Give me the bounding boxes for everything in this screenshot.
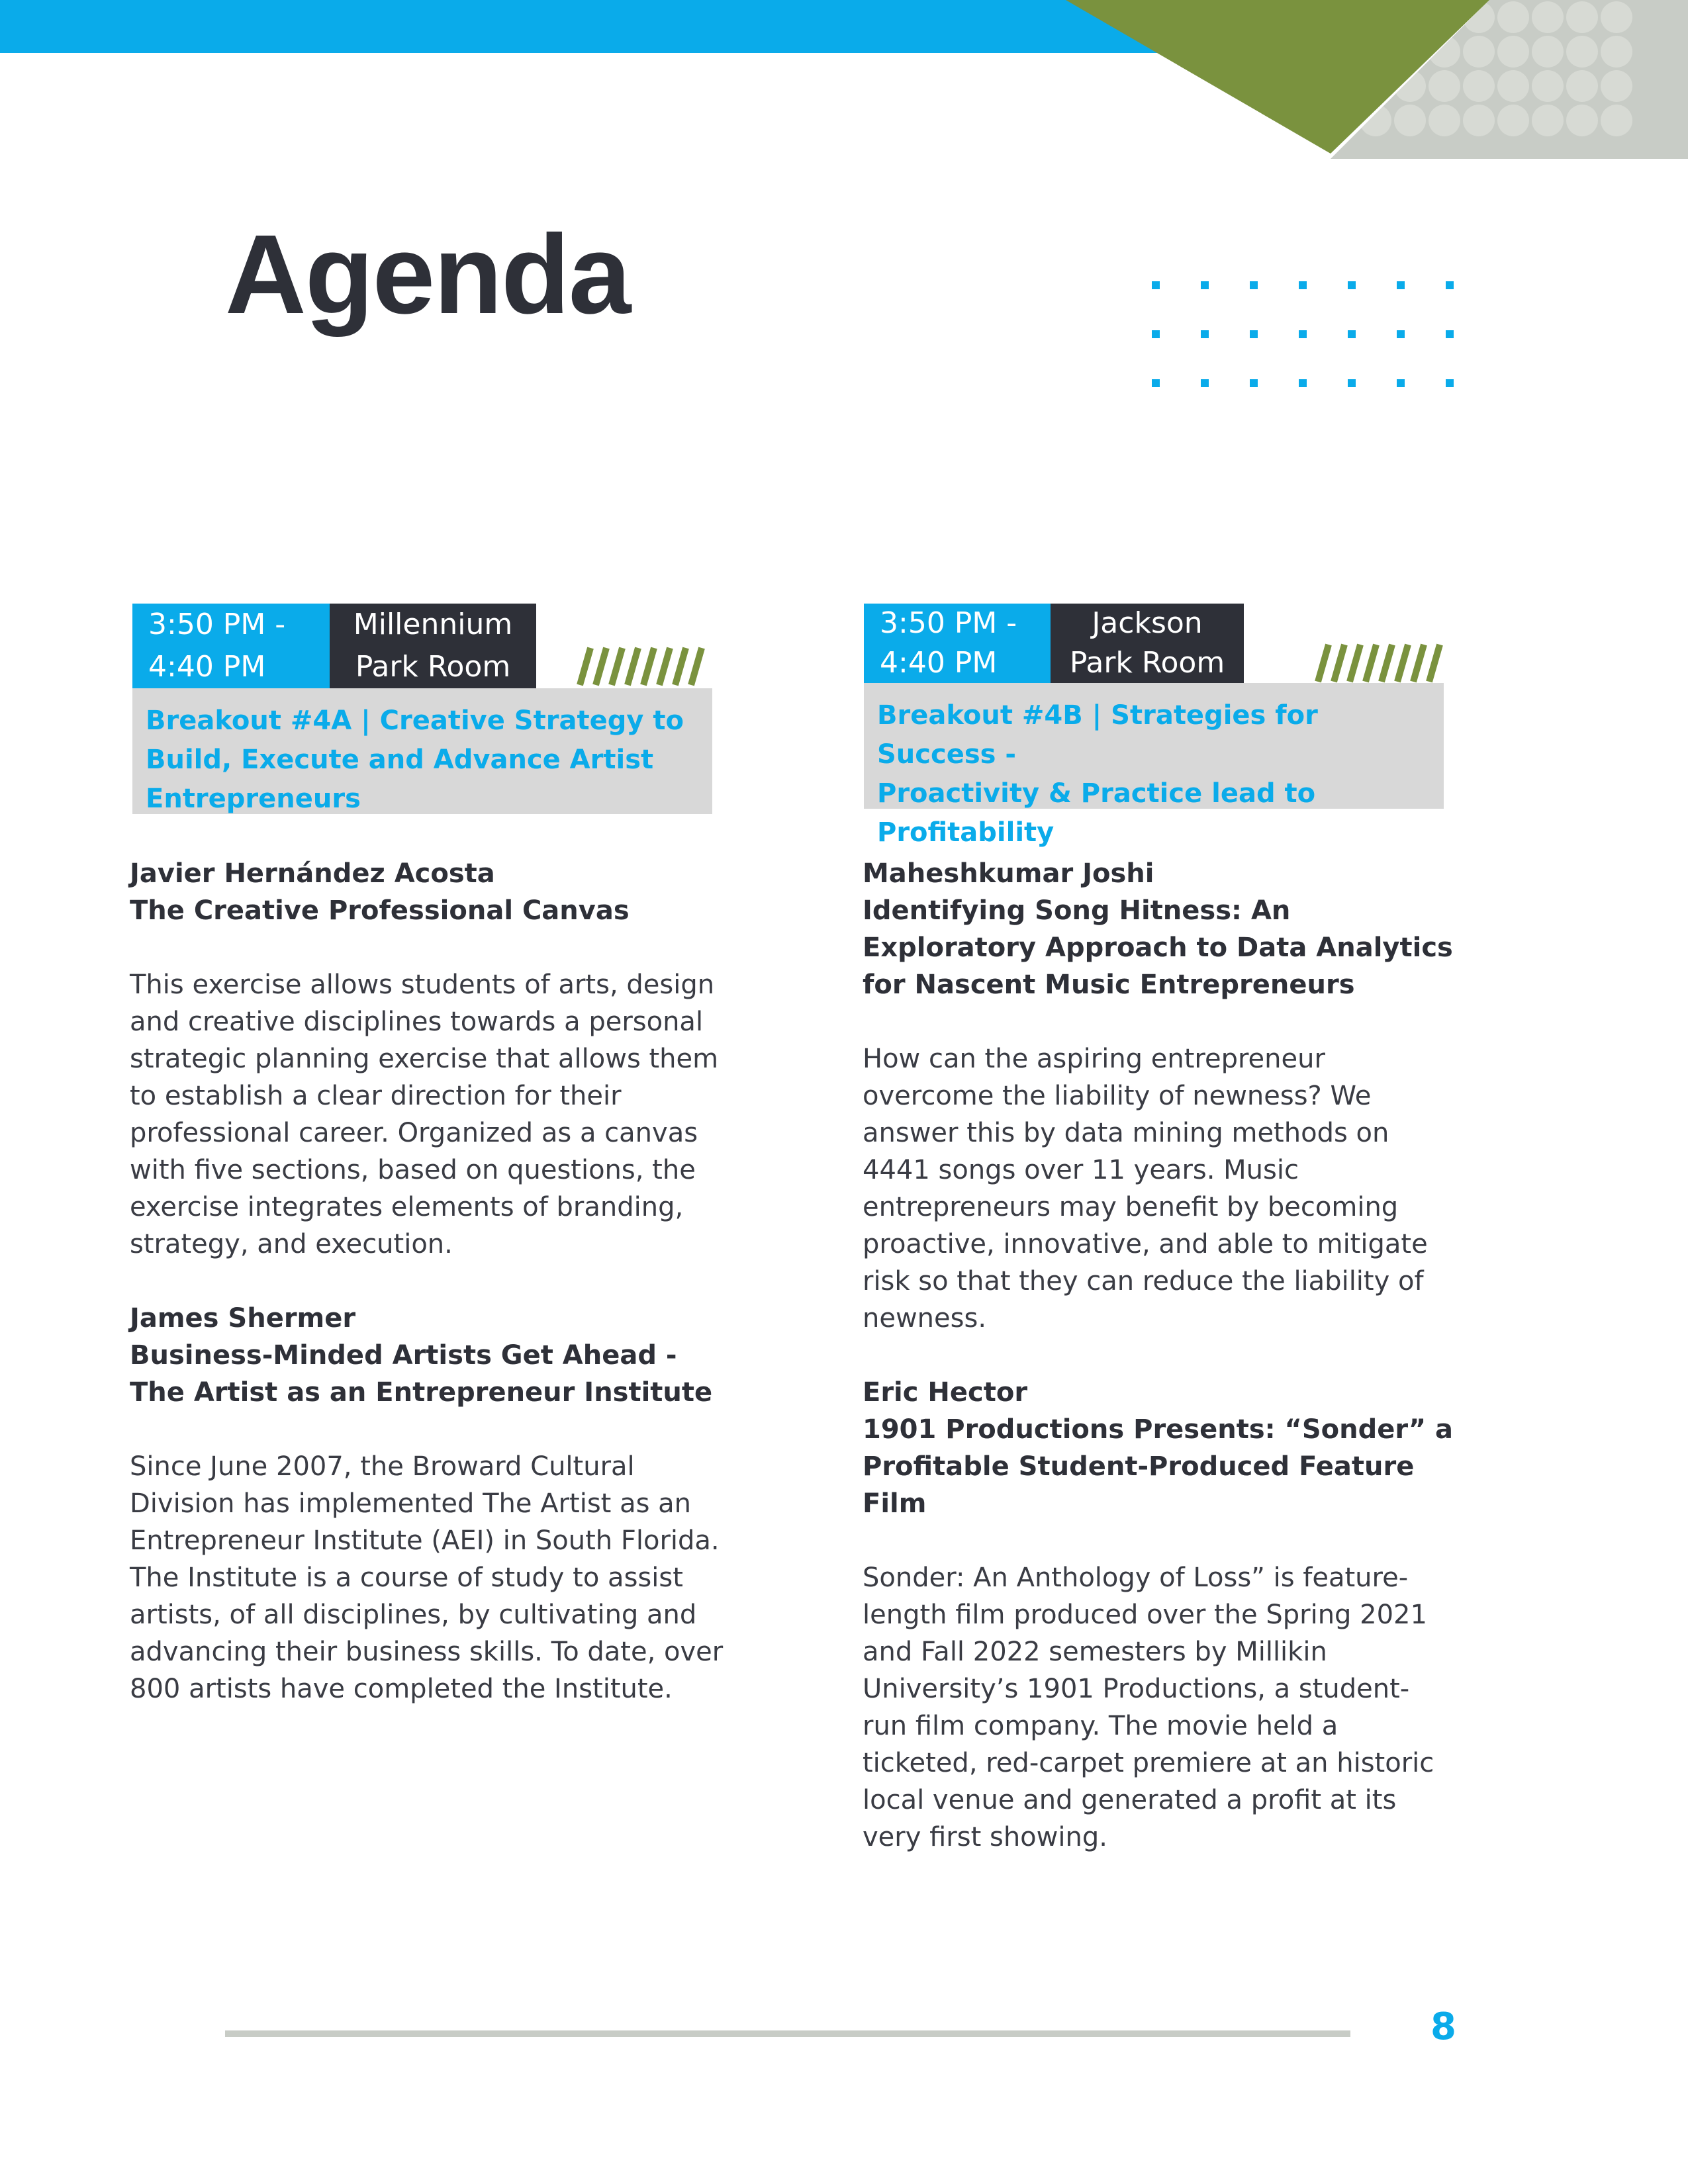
pattern-circle	[1566, 70, 1598, 102]
talk-title: for Nascent Music Entrepreneurs	[863, 970, 1355, 1000]
description-line: The Institute is a course of study to assist	[130, 1563, 683, 1593]
session-title-line: Profitability	[877, 817, 1055, 848]
session-header-4b	[864, 604, 1446, 848]
hatch-stroke	[580, 648, 590, 685]
description-line: and creative disciplines towards a personal	[130, 1007, 704, 1037]
pattern-circle	[1601, 1, 1632, 33]
hatch-stroke	[1413, 645, 1424, 682]
session-time	[864, 604, 1062, 683]
hatch-stroke	[1397, 645, 1408, 682]
talk-speaker-and-title	[863, 1374, 1458, 1522]
pattern-circle	[1566, 1, 1598, 33]
description-line: Sonder: An Anthology of Loss” is feature-	[863, 1563, 1409, 1593]
hatch-stroke	[1382, 645, 1392, 682]
room-line-2: Park Room	[1069, 646, 1225, 680]
grid-dot	[1201, 281, 1209, 289]
grid-dot	[1152, 379, 1160, 387]
grid-dot	[1201, 330, 1209, 338]
hatch-stroke	[628, 648, 638, 685]
hatch-stroke	[612, 648, 622, 685]
grid-dot	[1299, 281, 1307, 289]
talk-title: Identifying Song Hitness: An	[863, 895, 1291, 926]
hatch-stroke	[1350, 645, 1360, 682]
session-time	[132, 604, 331, 688]
hatch-stroke	[1334, 645, 1344, 682]
description-line: strategic planning exercise that allows them	[130, 1044, 719, 1074]
talk-speaker-and-title	[130, 855, 726, 929]
talk-item	[130, 1300, 726, 1707]
pattern-circle	[1497, 36, 1529, 68]
talk-title: Business-Minded Artists Get Ahead -	[130, 1340, 677, 1371]
header-decoration	[0, 0, 1688, 159]
grid-dot	[1250, 330, 1258, 338]
pattern-circle	[1463, 70, 1495, 102]
pattern-circle	[1394, 105, 1426, 136]
time-end: 4:40 PM	[880, 646, 998, 680]
grid-dot	[1201, 379, 1209, 387]
description-line: advancing their business skills. To date, over	[130, 1637, 724, 1667]
description-line: 4441 songs over 11 years. Music	[863, 1155, 1299, 1185]
description-line: overcome the liability of newness? We	[863, 1081, 1372, 1111]
pattern-circle	[1463, 36, 1495, 68]
description-line: proactive, innovative, and able to mitigate	[863, 1229, 1428, 1259]
description-line: professional career. Organized as a canvas	[130, 1118, 698, 1148]
description-line: answer this by data mining methods on	[863, 1118, 1389, 1148]
pattern-circle	[1497, 105, 1529, 136]
pattern-circle	[1497, 70, 1529, 102]
speaker-name: Maheshkumar Joshi	[863, 858, 1154, 889]
talk-item	[863, 855, 1458, 1337]
grid-dot	[1299, 330, 1307, 338]
pattern-circle	[1532, 105, 1564, 136]
talk-title: The Artist as an Entrepreneur Institute	[130, 1377, 713, 1408]
talk-description	[130, 1448, 726, 1707]
grid-dot	[1397, 330, 1405, 338]
session-title-line: Proactivity & Practice lead to	[877, 778, 1316, 809]
description-line: entrepreneurs may benefit by becoming	[863, 1192, 1399, 1222]
talk-speaker-and-title	[130, 1300, 726, 1411]
hatch-stroke	[659, 648, 670, 685]
session-room	[330, 604, 536, 688]
pattern-circle	[1497, 1, 1529, 33]
session-title-line: Build, Execute and Advance Artist	[146, 745, 654, 775]
description-line: University’s 1901 Productions, a student-	[863, 1674, 1410, 1704]
dot-grid-decoration	[1152, 281, 1470, 400]
hatch-decoration	[575, 647, 714, 686]
description-line: ticketed, red-carpet premiere at an historic	[863, 1748, 1434, 1778]
pattern-circle	[1463, 105, 1495, 136]
session-title-line: Breakout #4A | Creative Strategy to	[146, 705, 684, 736]
session-4a-talks	[130, 855, 726, 1707]
pattern-circle	[1601, 36, 1632, 68]
description-line: This exercise allows students of arts, design	[130, 970, 715, 1000]
time-end: 4:40 PM	[148, 650, 266, 684]
grid-dot	[1152, 281, 1160, 289]
time-start: 3:50 PM -	[880, 606, 1017, 640]
session-header-4a	[132, 604, 715, 815]
speaker-name: Javier Hernández Acosta	[130, 858, 495, 889]
grid-dot	[1446, 330, 1454, 338]
page-title: Agenda	[225, 212, 630, 338]
hatch-stroke	[596, 648, 606, 685]
description-line: exercise integrates elements of branding,	[130, 1192, 684, 1222]
pattern-circle	[1566, 36, 1598, 68]
speaker-name: Eric Hector	[863, 1377, 1028, 1408]
talk-title: Profitable Student-Produced Feature	[863, 1451, 1415, 1482]
talk-item	[130, 855, 726, 1263]
page-number: 8	[1430, 2005, 1456, 2048]
room-line-2: Park Room	[355, 650, 511, 684]
pattern-circle	[1429, 105, 1460, 136]
talk-title: Exploratory Approach to Data Analytics	[863, 933, 1453, 963]
grid-dot	[1152, 330, 1160, 338]
hatch-stroke	[643, 648, 654, 685]
talk-description	[863, 1559, 1458, 1856]
talk-title: 1901 Productions Presents: “Sonder” a	[863, 1414, 1454, 1445]
description-line: strategy, and execution.	[130, 1229, 453, 1259]
session-title-line: Entrepreneurs	[146, 784, 361, 814]
description-line: newness.	[863, 1303, 987, 1334]
grid-dot	[1250, 281, 1258, 289]
pattern-circle	[1532, 36, 1564, 68]
pattern-circle	[1532, 70, 1564, 102]
pattern-circle	[1601, 105, 1632, 136]
description-line: very first showing.	[863, 1822, 1107, 1852]
pattern-circle	[1566, 105, 1598, 136]
grid-dot	[1446, 379, 1454, 387]
grid-dot	[1348, 330, 1356, 338]
pattern-circle	[1429, 70, 1460, 102]
description-line: 800 artists have completed the Institute.	[130, 1674, 673, 1704]
description-line: run film company. The movie held a	[863, 1711, 1338, 1741]
talk-speaker-and-title	[863, 855, 1458, 1003]
description-line: artists, of all disciplines, by cultivating and	[130, 1600, 697, 1630]
speaker-name: James Shermer	[130, 1303, 356, 1334]
session-title	[132, 688, 712, 814]
hatch-stroke	[675, 648, 686, 685]
footer-divider	[225, 2030, 1350, 2037]
session-4b-talks	[863, 855, 1458, 1856]
session-title	[864, 683, 1444, 848]
hatch-stroke	[691, 648, 702, 685]
grid-dot	[1348, 281, 1356, 289]
hatch-stroke	[1429, 645, 1440, 682]
description-line: risk so that they can reduce the liability of	[863, 1266, 1424, 1297]
grid-dot	[1299, 379, 1307, 387]
pattern-circle	[1532, 1, 1564, 33]
description-line: and Fall 2022 semesters by Millikin	[863, 1637, 1327, 1667]
hatch-stroke	[1318, 645, 1329, 682]
description-line: length film produced over the Spring 2021	[863, 1600, 1427, 1630]
talk-title: Film	[863, 1488, 927, 1519]
grid-dot	[1446, 281, 1454, 289]
grid-dot	[1250, 379, 1258, 387]
description-line: to establish a clear direction for their	[130, 1081, 622, 1111]
talk-description	[130, 966, 726, 1263]
hatch-stroke	[1366, 645, 1376, 682]
grid-dot	[1397, 281, 1405, 289]
session-room	[1051, 604, 1244, 683]
room-line-1: Millennium	[353, 608, 513, 641]
pattern-circle	[1601, 70, 1632, 102]
description-line: local venue and generated a profit at its	[863, 1785, 1397, 1815]
room-line-1: Jackson	[1092, 606, 1203, 640]
grid-dot	[1348, 379, 1356, 387]
session-title-line: Breakout #4B | Strategies for Success -	[877, 700, 1318, 770]
talk-title: The Creative Professional Canvas	[130, 895, 630, 926]
hatch-decoration	[1313, 643, 1452, 683]
description-line: with five sections, based on questions, the	[130, 1155, 696, 1185]
talk-item	[863, 1374, 1458, 1856]
description-line: Division has implemented The Artist as an	[130, 1488, 692, 1519]
talk-description	[863, 1040, 1458, 1337]
description-line: Since June 2007, the Broward Cultural	[130, 1451, 635, 1482]
description-line: How can the aspiring entrepreneur	[863, 1044, 1325, 1074]
description-line: Entrepreneur Institute (AEI) in South Florida.	[130, 1525, 720, 1556]
grid-dot	[1397, 379, 1405, 387]
time-start: 3:50 PM -	[148, 608, 286, 641]
